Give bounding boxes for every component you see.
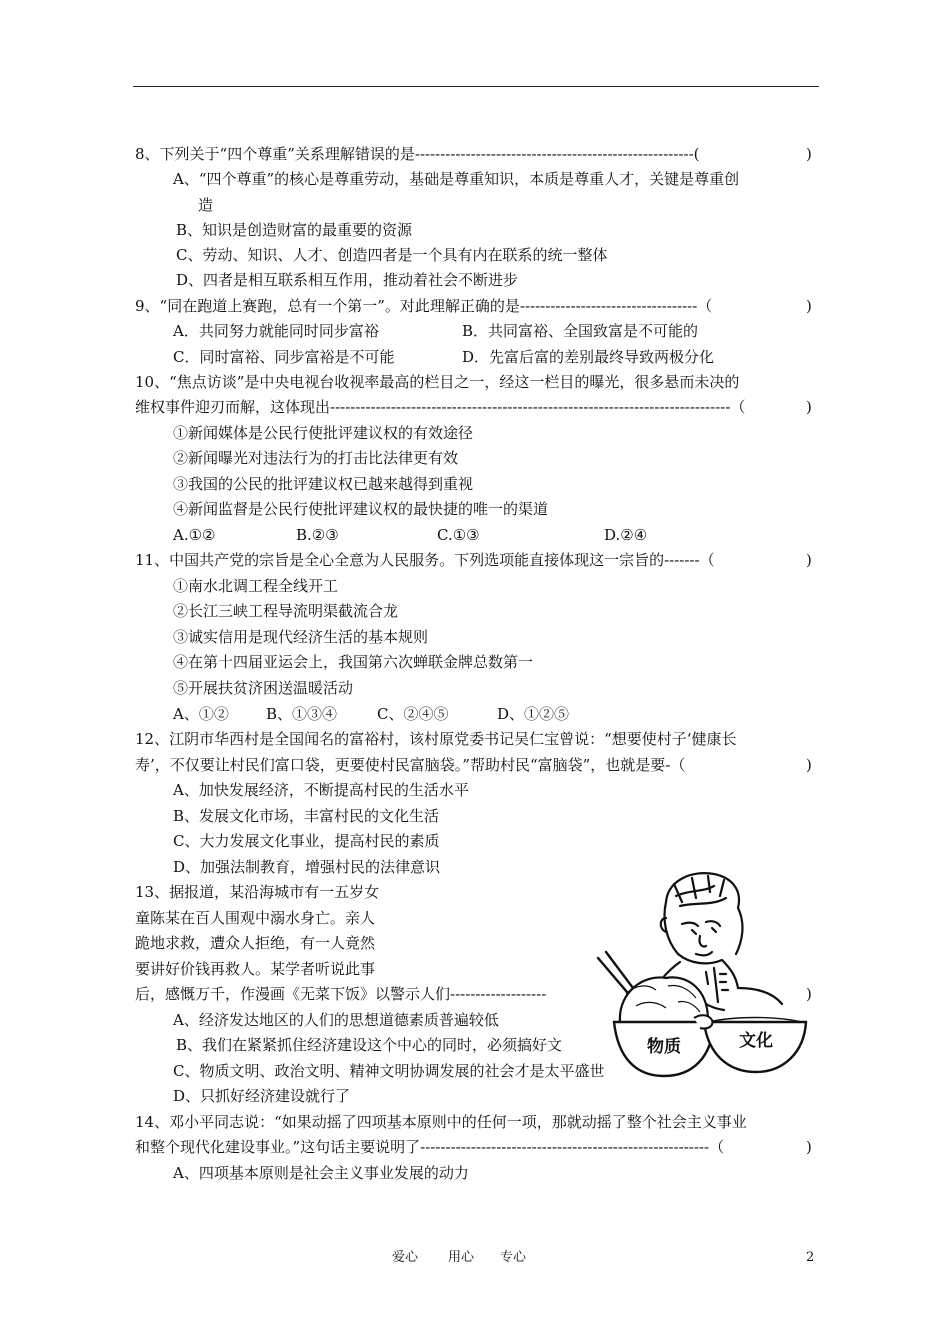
text-line: A、经济发达地区的人们的思想道德素质普遍较低 (173, 1011, 499, 1029)
text-line: A、加快发展经济，不断提高村民的生活水平 (173, 781, 469, 799)
answer-paren-close: ) (806, 398, 812, 416)
text-line: 10、“焦点访谈”是中央电视台收视率最高的栏目之一，经这一栏目的曝光，很多悬而未决的 (135, 373, 740, 391)
text-line: A．共同努力就能同时同步富裕 (173, 322, 379, 340)
text-line: B.②③ (296, 526, 339, 544)
text-line: D、①②⑤ (497, 705, 570, 723)
text-line: 14、邓小平同志说：“如果动摇了四项基本原则中的任何一项，那就动摇了整个社会主义事业 (135, 1113, 747, 1131)
text-line: 童陈某在百人围观中溺水身亡。亲人 (135, 909, 376, 927)
text-line: D、只抓好经济建设就行了 (173, 1087, 351, 1105)
text-line: ⑤开展扶贫济困送温暖活动 (173, 679, 354, 697)
text-line: B．共同富裕、全国致富是不可能的 (462, 322, 699, 340)
cartoon-illustration (596, 862, 822, 1084)
text-line: D.②④ (604, 526, 648, 544)
answer-paren-close: ) (806, 297, 812, 315)
text-line: ①新闻媒体是公民行使批评建议权的有效途径 (173, 424, 474, 442)
text-line: 要讲好价钱再救人。某学者听说此事 (135, 960, 376, 978)
bowl-left-label: 物质 (647, 1037, 681, 1057)
text-line: 维权事件迎刃而解，这体现出-------------------------------------------------------------------------------（ (135, 398, 746, 416)
text-line: B、①③④ (266, 705, 338, 723)
text-line: D．先富后富的差别最终导致两极分化 (462, 348, 715, 366)
text-line: 9、“同在跑道上赛跑，总有一个第一”。对此理解正确的是-----------------------------------（ (135, 297, 713, 315)
answer-paren-close: ) (806, 756, 812, 774)
text-line: C、大力发展文化事业，提高村民的素质 (173, 832, 440, 850)
text-line: 8、下列关于“四个尊重”关系理解错误的是-------------------------------------------------------( (135, 145, 700, 163)
header-rule (133, 86, 819, 87)
text-line: ③诚实信用是现代经济生活的基本规则 (173, 628, 429, 646)
answer-paren-close: ) (806, 551, 812, 569)
answer-paren-close: ) (806, 985, 812, 1003)
text-line: A、“四个尊重”的核心是尊重劳动，基础是尊重知识，本质是尊重人才，关键是尊重创 (173, 170, 740, 188)
text-line: 12、江阴市华西村是全国闻名的富裕村，该村原党委书记吴仁宝曾说：“想要使村子‘健康长 (135, 730, 737, 748)
text-line: C．同时富裕、同步富裕是不可能 (173, 348, 395, 366)
bowl-left-icon (614, 977, 714, 1076)
text-line: B、我们在紧紧抓住经济建设这个中心的同时，必须搞好文 (176, 1036, 563, 1054)
footer-text-c: 专心 (500, 1250, 527, 1265)
text-line: A、四项基本原则是社会主义事业发展的动力 (173, 1164, 469, 1182)
answer-paren-close: ) (806, 145, 812, 163)
text-line: 跪地求救，遭众人拒绝，有一人竟然 (135, 934, 376, 952)
text-line: 13、据报道，某沿海城市有一五岁女 (135, 883, 380, 901)
bowl-right-label: 文化 (739, 1031, 773, 1051)
text-line: D、加强法制教育，增强村民的法律意识 (173, 858, 441, 876)
text-line: D、四者是相互联系相互作用，推动着社会不断进步 (176, 271, 519, 289)
text-line: ②新闻曝光对违法行为的打击比法律更有效 (173, 449, 459, 467)
text-line: 后，感慨万千，作漫画《无菜下饭》以警示人们------------------- (135, 985, 547, 1003)
text-line: 和整个现代化建设事业。”这句话主要说明了---------------------------------------------------------（ (135, 1138, 725, 1156)
bowl-right-icon (704, 1018, 806, 1073)
text-line: C、②④⑤ (377, 705, 449, 723)
text-line: C、劳动、知识、人才、创造四者是一个具有内在联系的统一整体 (176, 246, 608, 264)
text-line: C.①③ (437, 526, 480, 544)
text-line: 11、中国共产党的宗旨是全心全意为人民服务。下列选项能直接体现这一宗旨的-------（ (135, 551, 715, 569)
text-line: ①南水北调工程全线开工 (173, 577, 339, 595)
text-line: ④在第十四届亚运会上，我国第六次蝉联金牌总数第一 (173, 653, 534, 671)
footer-text-b: 用心 (448, 1250, 475, 1265)
footer-text-a: 爱心 (392, 1250, 419, 1265)
text-line: B、知识是创造财富的最重要的资源 (176, 221, 413, 239)
text-line: B、发展文化市场，丰富村民的文化生活 (173, 807, 440, 825)
text-line: C、物质文明、政治文明、精神文明协调发展的社会才是太平盛世 (173, 1062, 605, 1080)
answer-paren-close: ) (806, 1138, 812, 1156)
page-number: 2 (806, 1250, 815, 1265)
text-line: 造 (198, 196, 214, 214)
text-line: A、①② (173, 705, 229, 723)
text-line: A.①② (173, 526, 216, 544)
text-line: 寿’，不仅要让村民们富口袋，更要使村民富脑袋。”帮助村民“富脑袋”，也就是要-（ (135, 756, 686, 774)
text-line: ④新闻监督是公民行使批评建议权的最快捷的唯一的渠道 (173, 500, 549, 518)
text-line: ③我国的公民的批评建议权已越来越得到重视 (173, 475, 474, 493)
text-line: ②长江三峡工程导流明渠截流合龙 (173, 602, 399, 620)
